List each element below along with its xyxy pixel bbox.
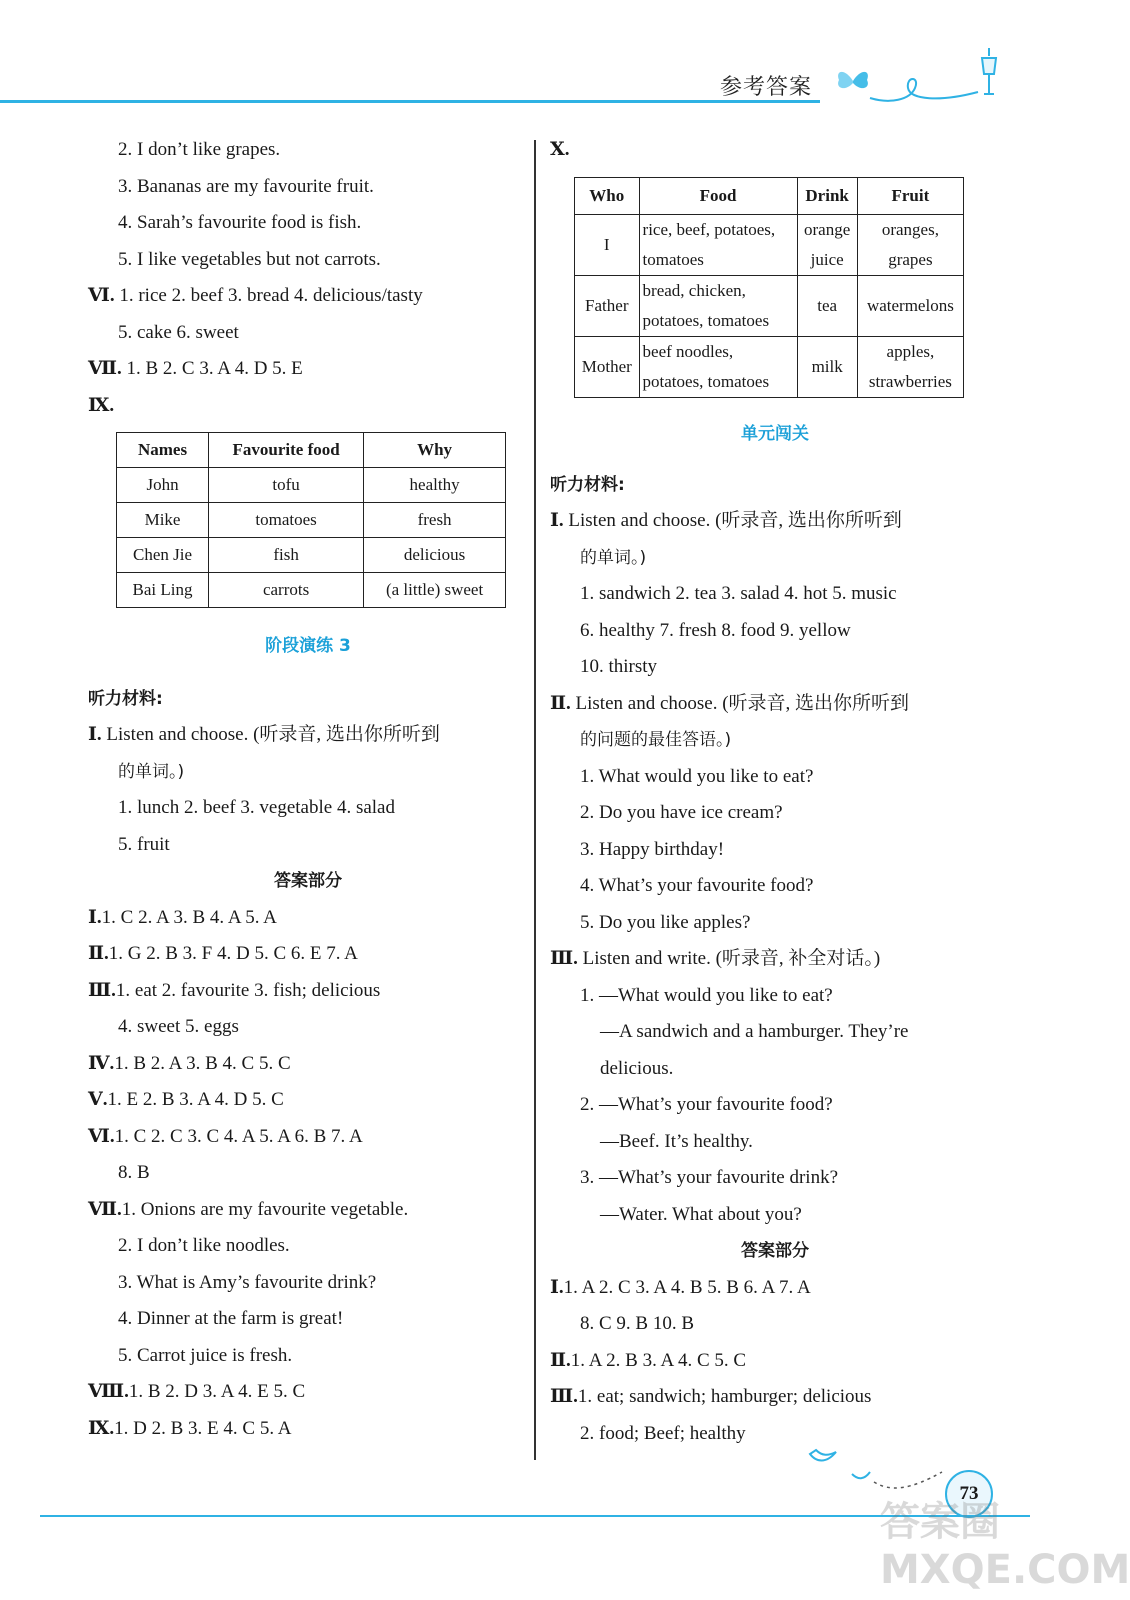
section-numeral: Ⅲ. [88, 979, 116, 1001]
answer-line [88, 1192, 528, 1229]
answer-line [550, 1343, 1000, 1380]
cell-line: potatoes, tomatoes [642, 372, 770, 391]
list-item: 2. Do you have ice cream? [580, 802, 783, 823]
answer-text: 8. C 9. B 10. B [580, 1313, 695, 1334]
table-header: Drink [797, 177, 857, 215]
listening-item-1 [88, 717, 528, 754]
dialogue-line: —Beef. It’s healthy. [600, 1130, 753, 1152]
table-cell: (a little) sweet [364, 573, 506, 608]
right-answers-list [550, 1270, 1000, 1453]
answer-text: 1. B 2. A 3. B 4. C 5. C [114, 1052, 291, 1074]
answer-line [88, 1338, 528, 1375]
instruction-text: 的问题的最佳答语。) [580, 730, 732, 750]
answer-text: 4. sweet 5. eggs [118, 1016, 239, 1037]
table-cell: tomatoes [209, 503, 364, 538]
answer-text: 1. A 2. C 3. A 4. B 5. B 6. A 7. A [563, 1276, 811, 1298]
table-row [575, 276, 964, 337]
answer-text: 1. B 2. D 3. A 4. E 5. C [128, 1381, 306, 1402]
answer-text: 1. D 2. B 3. E 4. C 5. A [114, 1417, 292, 1439]
cell-line: orange [804, 220, 851, 239]
answer-text: 5. fruit [118, 833, 170, 855]
table-cell [797, 215, 857, 276]
table-cell: tofu [209, 468, 364, 503]
answer-text: 1. G 2. B 3. F 4. D 5. C 6. E 7. A [108, 943, 358, 964]
answer-section-title: 答案部分 [274, 871, 342, 891]
page-number: 73 [945, 1470, 993, 1518]
answer-text: 6. healthy 7. fresh 8. food 9. yellow [580, 619, 851, 641]
listening-label: 听力材料: [88, 688, 163, 709]
cell-line: oranges, [881, 220, 939, 239]
favourite-food-table [116, 432, 506, 608]
answer-line [88, 900, 528, 937]
section-numeral: Ⅵ. [88, 1125, 115, 1147]
cell-line: apples, [886, 342, 935, 361]
answer-line [550, 1270, 1000, 1307]
cell-line: rice, beef, potatoes, [642, 220, 776, 239]
section-numeral: Ⅰ. [550, 1276, 564, 1298]
table-header-row [117, 433, 506, 468]
list-item: 5. Do you like apples? [580, 911, 751, 933]
list-item: 4. What’s your favourite food? [580, 875, 814, 896]
section-numeral: Ⅹ. [550, 139, 570, 160]
listening-item-3 [550, 941, 1000, 978]
answer-line [88, 1265, 528, 1302]
section-numeral: Ⅳ. [88, 1052, 115, 1074]
answer-line [88, 1374, 528, 1411]
section-numeral: Ⅸ. [88, 1417, 115, 1439]
table-header: Names [117, 433, 209, 468]
table-cell [639, 337, 797, 398]
table-row [575, 215, 964, 276]
answer-line [88, 1119, 528, 1156]
table-cell: John [117, 468, 209, 503]
section-numeral: Ⅱ. [88, 943, 109, 964]
section-numeral: Ⅵ. [88, 285, 115, 306]
cell-line: tomatoes [642, 250, 704, 269]
left-column [88, 132, 528, 1447]
answer-text: 1. C 2. C 3. C 4. A 5. A 6. B 7. A [114, 1125, 363, 1147]
answer-text: 2. food; Beef; healthy [580, 1422, 746, 1444]
table-header: Why [364, 433, 506, 468]
dialogue-line: delicious. [600, 1057, 674, 1079]
table-cell: watermelons [857, 276, 963, 337]
table-header: Fruit [857, 177, 963, 215]
answer-text: 1. lunch 2. beef 3. vegetable 4. salad [118, 797, 395, 818]
header-title: 参考答案 [720, 75, 813, 100]
column-divider [534, 140, 536, 1460]
answer-section-title: 答案部分 [741, 1241, 809, 1261]
table-cell: Father [575, 276, 640, 337]
continued-item: 5. I like vegetables but not carrots. [118, 248, 381, 270]
answer-line [88, 1082, 528, 1119]
answer-text: 3. What is Amy’s favourite drink? [118, 1271, 377, 1293]
list-item: 3. Happy birthday! [580, 838, 725, 860]
answer-line [88, 1228, 528, 1265]
section-numeral: Ⅲ. [550, 1386, 578, 1407]
answer-line [88, 1155, 528, 1192]
answer-text: 5. cake 6. sweet [118, 321, 239, 343]
cell-line: strawberries [868, 372, 952, 391]
section-title: 单元闯关 [741, 424, 809, 444]
instruction-text: Listen and choose. (听录音, 选出你所听到 [575, 692, 910, 714]
answer-line [550, 1416, 1000, 1453]
answer-line [88, 1046, 528, 1083]
table-cell [857, 337, 963, 398]
table-cell: milk [797, 337, 857, 398]
listening-item-2 [550, 686, 1000, 723]
answer-text: 2. I don’t like noodles. [118, 1235, 290, 1256]
section-numeral: Ⅸ. [88, 394, 115, 416]
instruction-text: 的单词。) [580, 547, 647, 568]
table-cell: delicious [364, 538, 506, 573]
answer-text: 1. C 2. A 3. B 4. A 5. A [101, 906, 277, 928]
answer-text: 4. Dinner at the farm is great! [118, 1308, 344, 1329]
section-numeral: Ⅰ. [550, 510, 564, 531]
section-numeral: Ⅱ. [550, 692, 571, 714]
header-rule [0, 100, 820, 103]
left-answers-list [88, 900, 528, 1448]
answer-text: 5. Carrot juice is fresh. [118, 1344, 293, 1366]
answer-text: 10. thirsty [580, 656, 658, 677]
answer-line [88, 973, 528, 1010]
instruction-text: Listen and write. (听录音, 补全对话。) [582, 948, 881, 969]
answer-text: 8. B [118, 1162, 150, 1183]
list-item: 1. What would you like to eat? [580, 765, 814, 787]
dialogue-line: —A sandwich and a hamburger. They’re [600, 1021, 909, 1042]
instruction-text: Listen and choose. (听录音, 选出你所听到 [106, 724, 440, 745]
answer-line [88, 1411, 528, 1448]
cell-line: beef noodles, [642, 342, 734, 361]
table-cell: fresh [364, 503, 506, 538]
answer-text: 1. sandwich 2. tea 3. salad 4. hot 5. music [580, 583, 897, 604]
answer-line [550, 1306, 1000, 1343]
section-numeral: Ⅰ. [88, 724, 102, 745]
right-column [550, 132, 1000, 1452]
table-cell: Chen Jie [117, 538, 209, 573]
answer-text: 1. Onions are my favourite vegetable. [121, 1198, 409, 1220]
section-numeral: Ⅶ. [88, 1198, 122, 1220]
table-cell: Mike [117, 503, 209, 538]
answer-line [550, 1379, 1000, 1416]
cell-line: grapes [888, 250, 933, 269]
continued-item: 2. I don’t like grapes. [118, 139, 281, 160]
dialogue-line: 2. —What’s your favourite food? [580, 1094, 833, 1115]
answer-line [88, 1301, 528, 1338]
table-cell: carrots [209, 573, 364, 608]
section-numeral: Ⅴ. [88, 1089, 108, 1110]
who-food-table [574, 177, 964, 399]
section-numeral: Ⅷ. [88, 1381, 129, 1402]
table-cell [639, 276, 797, 337]
answer-text: 1. eat; sandwich; hamburger; delicious [577, 1386, 872, 1407]
answer-text: 1. E 2. B 3. A 4. D 5. C [107, 1089, 284, 1110]
answer-line-7 [88, 351, 528, 388]
continued-item: 4. Sarah’s favourite food is fish. [118, 212, 362, 233]
butterfly-icon [835, 66, 871, 96]
answer-text: 1. A 2. B 3. A 4. C 5. C [570, 1349, 747, 1371]
table-header: Food [639, 177, 797, 215]
table-cell: Bai Ling [117, 573, 209, 608]
table-cell: I [575, 215, 640, 276]
table-row [117, 468, 506, 503]
instruction-text: 的单词。) [118, 761, 185, 782]
cell-line: potatoes, tomatoes [642, 311, 770, 330]
lamp-icon [978, 48, 1000, 98]
answer-line [88, 936, 528, 973]
table-row [117, 573, 506, 608]
cell-line: juice [810, 250, 844, 269]
answer-line [88, 1009, 528, 1046]
table-row [575, 337, 964, 398]
table-row [117, 538, 506, 573]
table-cell: fish [209, 538, 364, 573]
listening-label: 听力材料: [550, 474, 625, 495]
section-numeral: Ⅱ. [550, 1349, 571, 1371]
answer-text: 1. B 2. C 3. A 4. D 5. E [126, 358, 303, 379]
table-cell: tea [797, 276, 857, 337]
dialogue-line: 3. —What’s your favourite drink? [580, 1167, 839, 1188]
section-numeral: Ⅲ. [550, 948, 578, 969]
answer-text: 1. eat 2. favourite 3. fish; delicious [115, 979, 381, 1001]
answer-line-6 [88, 278, 528, 315]
table-cell: Mother [575, 337, 640, 398]
watermark: 答案圈 MXQE.COM [880, 1499, 1130, 1593]
table-cell [639, 215, 797, 276]
table-cell [857, 215, 963, 276]
continued-item: 3. Bananas are my favourite fruit. [118, 175, 374, 197]
table-header: Who [575, 177, 640, 215]
cell-line: bread, chicken, [642, 281, 746, 300]
listening-item-1 [550, 503, 1000, 540]
answer-text: 1. rice 2. beef 3. bread 4. delicious/tasty [119, 285, 423, 306]
table-row [117, 503, 506, 538]
section-title: 阶段演练 3 [265, 636, 351, 656]
bird-icon [808, 1448, 838, 1466]
table-header-row [575, 177, 964, 215]
instruction-text: Listen and choose. (听录音, 选出你所听到 [568, 510, 902, 531]
table-header: Favourite food [209, 433, 364, 468]
dialogue-line: —Water. What about you? [600, 1203, 802, 1225]
section-numeral: Ⅰ. [88, 906, 102, 928]
table-cell: healthy [364, 468, 506, 503]
dialogue-line: 1. —What would you like to eat? [580, 984, 833, 1006]
section-numeral: Ⅶ. [88, 358, 122, 379]
decorative-curl-icon [870, 70, 980, 104]
